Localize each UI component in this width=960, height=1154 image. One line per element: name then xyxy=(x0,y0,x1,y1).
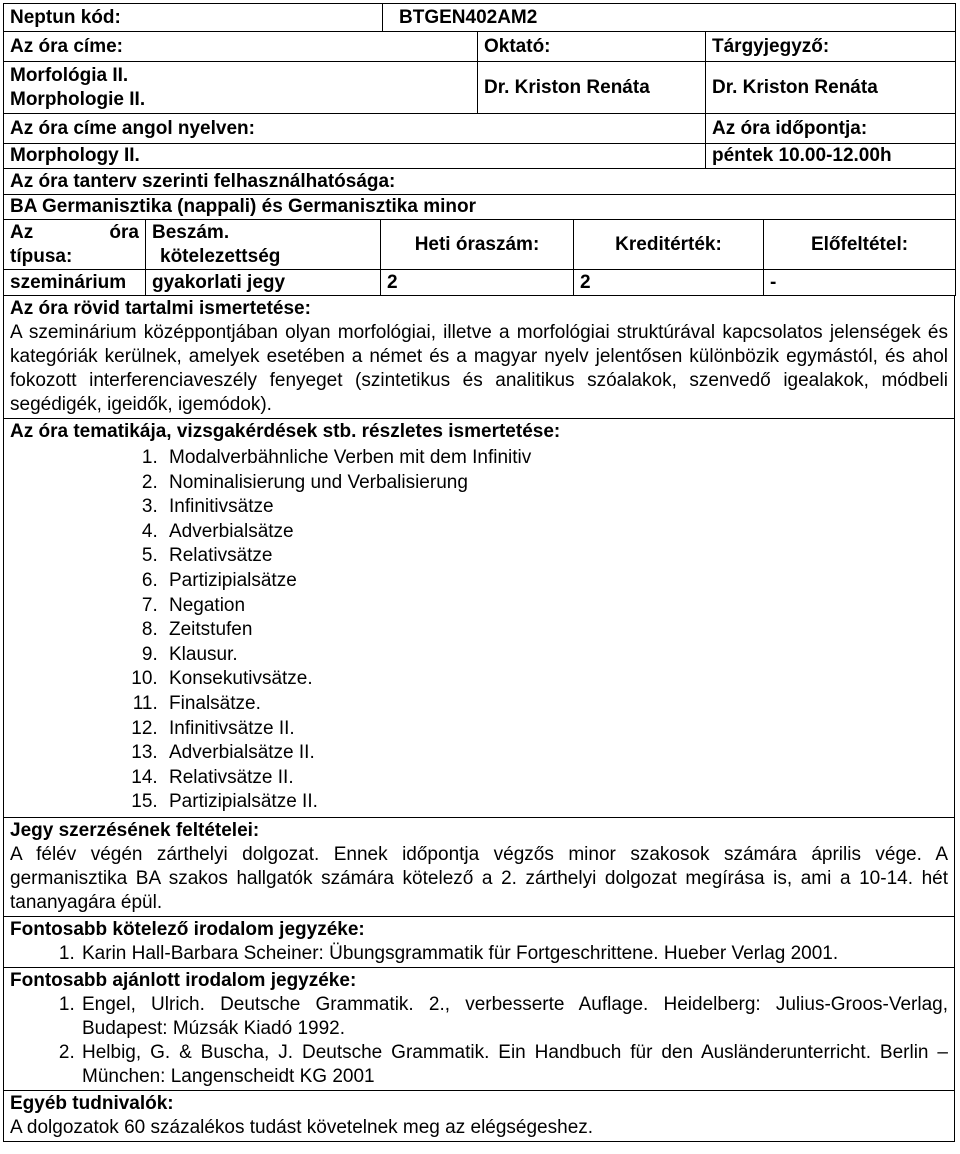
report-obligation-label-2: kötelezettség xyxy=(160,246,281,267)
topics-heading: Az óra tematikája, vizsgakérdések stb. részletes ismertetése: xyxy=(10,421,561,442)
summary-text: A szeminárium középpontjában olyan morfológiai, illetve a morfológiai struktúrával kapcsolatos jelenségek és kategóriák kerülnek, amelyek esetében a német és a magyar nyelv jelentősen különbözik egymástól, és ahol fokozott interferenciaveszély fenyeget (szintetikus és analitikus szóalakok, szenvedő igealakok, módbeli segédigék, igeidők, igemódok). xyxy=(10,322,948,415)
course-title-hu: Morfológia II. xyxy=(10,65,129,86)
course-header-table xyxy=(3,3,956,220)
grading-heading: Jegy szerzésének feltételei: xyxy=(10,819,260,841)
credit-label: Kreditérték: xyxy=(574,220,764,270)
required-literature-list xyxy=(10,942,948,966)
topics-section xyxy=(4,419,955,818)
course-type-label-a: Az xyxy=(10,222,34,243)
course-details-table xyxy=(3,219,956,296)
topic-item: 9. Klausur. xyxy=(163,643,948,668)
course-syllabus-form xyxy=(3,3,955,1142)
recommended-literature-item: 1. Engel, Ulrich. Deutsche Grammatik. 2., verbesserte Auflage. Heidelberg: Julius-Groos-Verlag, Budapest: Múzsák Kiadó 1992. xyxy=(80,993,948,1041)
neptun-code-value: BTGEN402AM2 xyxy=(383,4,956,32)
other-info-section xyxy=(4,1090,955,1141)
instructor-label: Oktató: xyxy=(478,32,706,62)
topic-item: 10. Konsekutivsätze. xyxy=(163,667,948,692)
usability-label: Az óra tanterv szerinti felhasználhatósága: xyxy=(4,169,956,195)
summary-heading: Az óra rövid tartalmi ismertetése: xyxy=(10,298,311,319)
topic-item: 4. Adverbialsätze xyxy=(163,520,948,545)
other-info-heading: Egyéb tudnivalók: xyxy=(10,1092,174,1114)
instructor-value: Dr. Kriston Renáta xyxy=(478,62,706,114)
course-title-de: Morphologie II. xyxy=(10,89,146,110)
topic-item: 3. Infinitivsätze xyxy=(163,495,948,520)
credit-value: 2 xyxy=(574,270,764,296)
course-type-label-c: típusa: xyxy=(10,246,73,267)
report-obligation-label xyxy=(146,220,381,270)
required-literature-item: 1. Karin Hall-Barbara Scheiner: Übungsgrammatik für Fortgeschrittene. Hueber Verlag 2001. xyxy=(80,942,948,966)
other-info-text: A dolgozatok 60 százalékos tudást követelnek meg az elégségeshez. xyxy=(10,1116,594,1138)
registrar-label: Tárgyjegyző: xyxy=(706,32,956,62)
topic-item: 11. Finalsätze. xyxy=(163,692,948,717)
usability-value: BA Germanisztika (nappali) és Germanisztika minor xyxy=(4,195,956,220)
course-time-value: péntek 10.00-12.00h xyxy=(706,144,956,169)
topic-item: 12. Infinitivsätze II. xyxy=(163,717,948,742)
topic-item: 5. Relativsätze xyxy=(163,544,948,569)
topic-item: 1. Modalverbähnliche Verben mit dem Infinitiv xyxy=(163,446,948,471)
course-content-table xyxy=(3,295,955,1142)
recommended-literature-item: 2. Helbig, G. & Buscha, J. Deutsche Grammatik. Ein Handbuch für den Ausländerunterricht. Berlin – München: Langenscheidt KG 2001 xyxy=(80,1041,948,1089)
recommended-literature-section xyxy=(4,967,955,1090)
topic-item: 14. Relativsätze II. xyxy=(163,766,948,791)
topic-item: 13. Adverbialsätze II. xyxy=(163,741,948,766)
course-title-en-value: Morphology II. xyxy=(4,144,706,169)
course-type-label-b: óra xyxy=(109,222,139,243)
required-literature-heading: Fontosabb kötelező irodalom jegyzéke: xyxy=(10,918,365,940)
report-obligation-value: gyakorlati jegy xyxy=(146,270,381,296)
topic-item: 8. Zeitstufen xyxy=(163,618,948,643)
topics-list xyxy=(10,446,948,815)
summary-section xyxy=(4,296,955,419)
recommended-literature-heading: Fontosabb ajánlott irodalom jegyzéke: xyxy=(10,969,357,991)
registrar-value: Dr. Kriston Renáta xyxy=(706,62,956,114)
course-title-label: Az óra címe: xyxy=(4,32,478,62)
topic-item: 15. Partizipialsätze II. xyxy=(163,790,948,815)
recommended-literature-list xyxy=(10,993,948,1089)
course-title-value xyxy=(4,62,478,114)
course-type-value: szeminárium xyxy=(4,270,146,296)
report-obligation-label-1: Beszám. xyxy=(152,222,230,243)
course-time-label: Az óra időpontja: xyxy=(706,114,956,144)
course-title-en-label: Az óra címe angol nyelven: xyxy=(4,114,706,144)
topic-item: 7. Negation xyxy=(163,594,948,619)
prerequisite-label: Előfeltétel: xyxy=(764,220,956,270)
required-literature-section xyxy=(4,916,955,967)
topic-item: 2. Nominalisierung und Verbalisierung xyxy=(163,471,948,496)
topic-item: 6. Partizipialsätze xyxy=(163,569,948,594)
prerequisite-value: - xyxy=(764,270,956,296)
grading-text: A félév végén zárthelyi dolgozat. Ennek időpontja végzős minor szakosok számára április vége. A germanisztika BA szakos hallgatók számára kötelező a 2. zárthelyi dolgozat megírása is, ami a 10-14. hét tananyagára épül. xyxy=(10,843,948,913)
course-type-label xyxy=(4,220,146,270)
neptun-code-label: Neptun kód: xyxy=(4,4,383,32)
grading-section xyxy=(4,817,955,916)
weekly-hours-label: Heti óraszám: xyxy=(381,220,574,270)
weekly-hours-value: 2 xyxy=(381,270,574,296)
